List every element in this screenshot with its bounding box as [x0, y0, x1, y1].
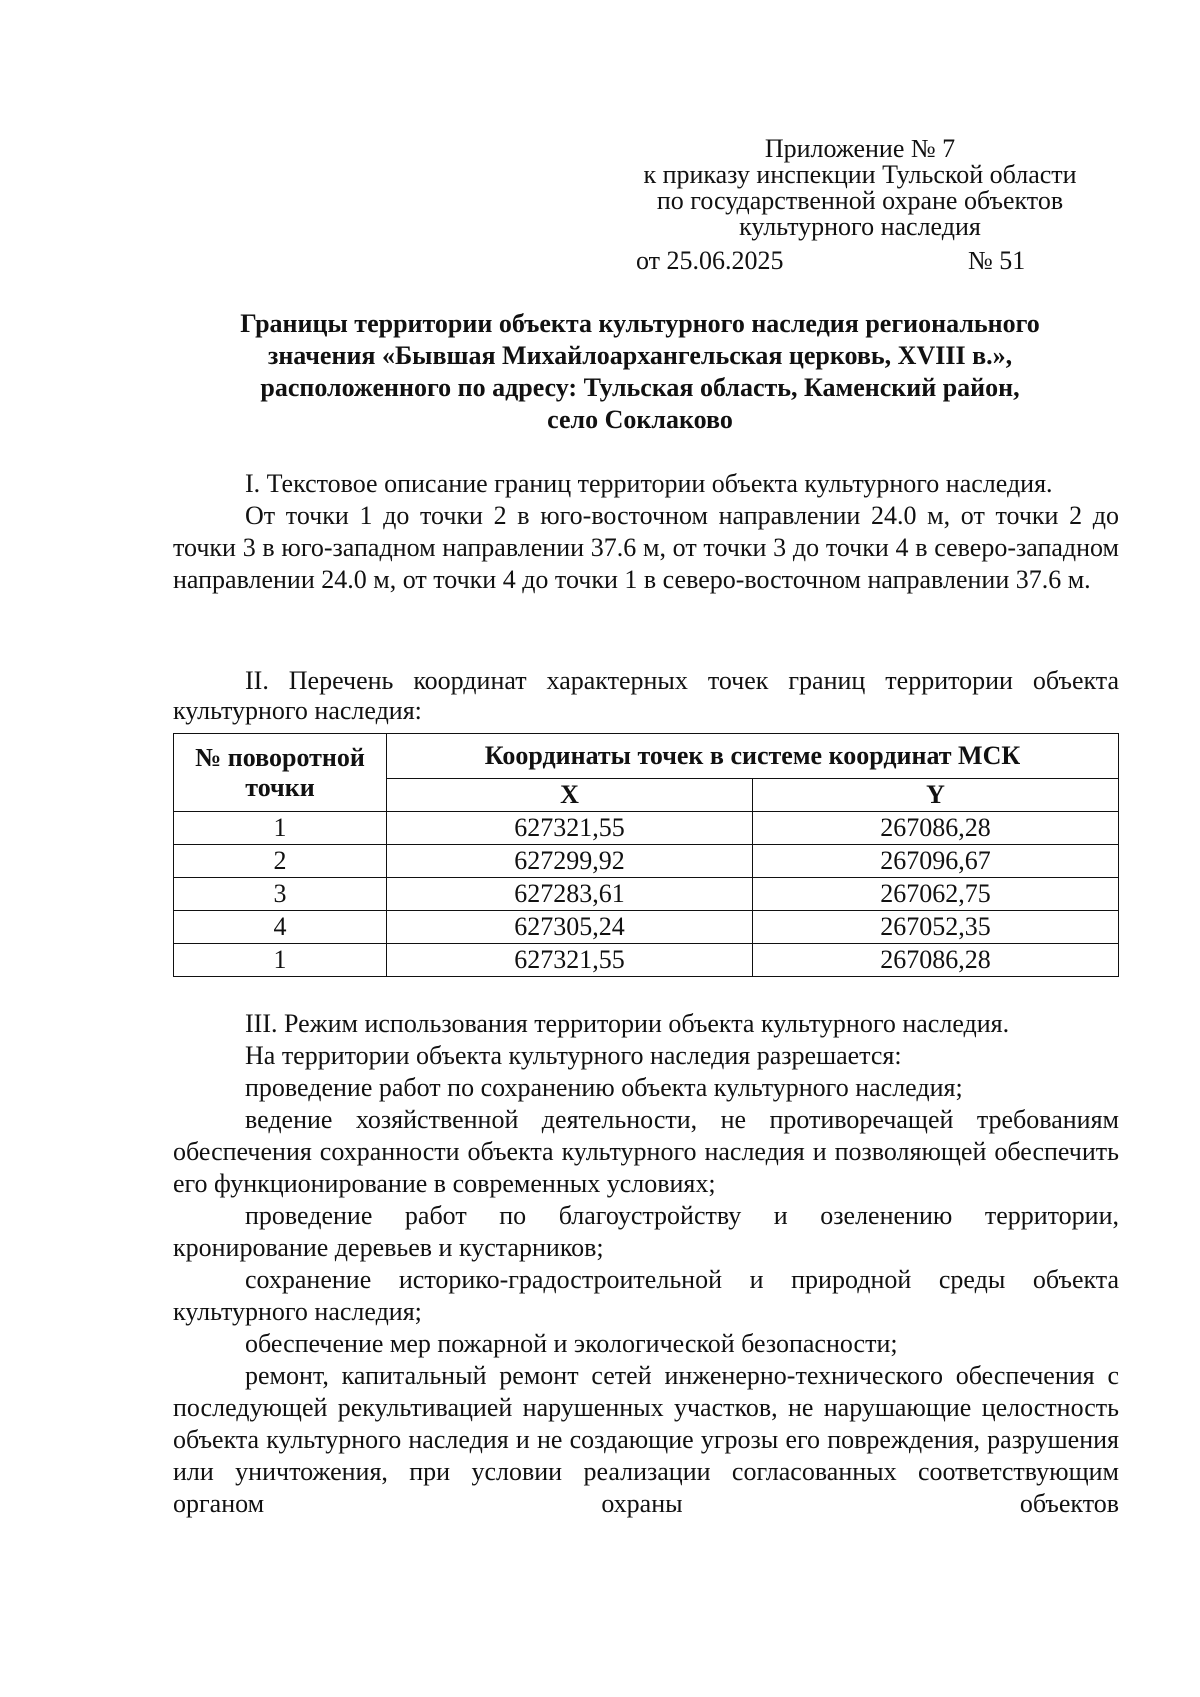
- cell-x: 627305,24: [387, 911, 753, 944]
- section-paragraph: От точки 1 до точки 2 в юго-восточном направлении 24.0 м, от точки 2 до точки 3 в юго-западном направлении 37.6 м, от точки 3 до точки 4 в северо-западном направлении 24.0 м, от точки 4 до точки 1 в северо-восточном направлении 37.6 м.: [173, 501, 1119, 594]
- order-date: от 25.06.2025: [636, 246, 784, 275]
- title-line: значения «Бывшая Михайлоархангельская церковь, XVIII в.»,: [267, 341, 1013, 370]
- section-paragraph: обеспечение мер пожарной и экологической безопасности;: [245, 1329, 898, 1358]
- section-paragraph: ремонт, капитальный ремонт сетей инженерно-технического обеспечения с последующей рекультивацией нарушенных участков, не нарушающие целостность объекта культурного наследия и не создающие угрозы его повреждения, разрушения или уничтожения, при условии реализации согласованных соответствующим органом охраны объектов: [173, 1361, 1119, 1518]
- appendix-header: [605, 136, 1115, 240]
- table-row: [174, 878, 1119, 911]
- column-header-point: № поворотной точки: [174, 734, 387, 812]
- cell-point: 1: [174, 944, 387, 977]
- section-text-description: [173, 468, 1119, 596]
- table-row: [174, 911, 1119, 944]
- appendix-line: Приложение № 7: [764, 134, 956, 163]
- cell-y: 267052,35: [753, 911, 1119, 944]
- appendix-line: культурного наследия: [739, 212, 981, 241]
- cell-x: 627321,55: [387, 944, 753, 977]
- cell-point: 1: [174, 812, 387, 845]
- cell-x: 627299,92: [387, 845, 753, 878]
- column-header-x: X: [387, 779, 753, 812]
- cell-point: 2: [174, 845, 387, 878]
- section-paragraph: На территории объекта культурного наследия разрешается:: [245, 1041, 902, 1070]
- section-heading: III. Режим использования территории объекта культурного наследия.: [245, 1009, 1010, 1038]
- column-header-coordinates: Координаты точек в системе координат МСК: [387, 734, 1119, 779]
- cell-y: 267096,67: [753, 845, 1119, 878]
- document-title: [160, 308, 1120, 436]
- title-line: Границы территории объекта культурного наследия регионального: [240, 309, 1040, 338]
- table-row: [174, 944, 1119, 977]
- table-row: [174, 812, 1119, 845]
- title-line: расположенного по адресу: Тульская область, Каменский район,: [260, 373, 1020, 402]
- cell-x: 627283,61: [387, 878, 753, 911]
- section-usage-regime: [173, 1008, 1119, 1520]
- section-paragraph: ведение хозяйственной деятельности, не противоречащей требованиям обеспечения сохранности объекта культурного наследия и позволяющей обеспечить его функционирование в современных условиях;: [173, 1105, 1119, 1198]
- table-row: [174, 845, 1119, 878]
- section-coordinates-heading: [173, 666, 1119, 726]
- appendix-line: по государственной охране объектов: [656, 186, 1064, 215]
- cell-point: 3: [174, 878, 387, 911]
- order-number: № 51: [968, 246, 1026, 275]
- section-paragraph: сохранение историко-градостроительной и природной среды объекта культурного наследия;: [173, 1265, 1119, 1326]
- column-header-y: Y: [753, 779, 1119, 812]
- cell-y: 267086,28: [753, 812, 1119, 845]
- cell-y: 267062,75: [753, 878, 1119, 911]
- coordinates-table: [173, 733, 1119, 977]
- section-paragraph: проведение работ по сохранению объекта культурного наследия;: [245, 1073, 963, 1102]
- appendix-line: к приказу инспекции Тульской области: [643, 160, 1077, 189]
- title-line: село Соклаково: [547, 405, 733, 434]
- section-heading: I. Текстовое описание границ территории объекта культурного наследия.: [245, 469, 1053, 498]
- cell-point: 4: [174, 911, 387, 944]
- section-heading: II. Перечень координат характерных точек границ территории объекта культурного наследия:: [173, 666, 1119, 725]
- cell-y: 267086,28: [753, 944, 1119, 977]
- section-paragraph: проведение работ по благоустройству и озеленению территории, кронирование деревьев и кустарников;: [173, 1201, 1119, 1262]
- cell-x: 627321,55: [387, 812, 753, 845]
